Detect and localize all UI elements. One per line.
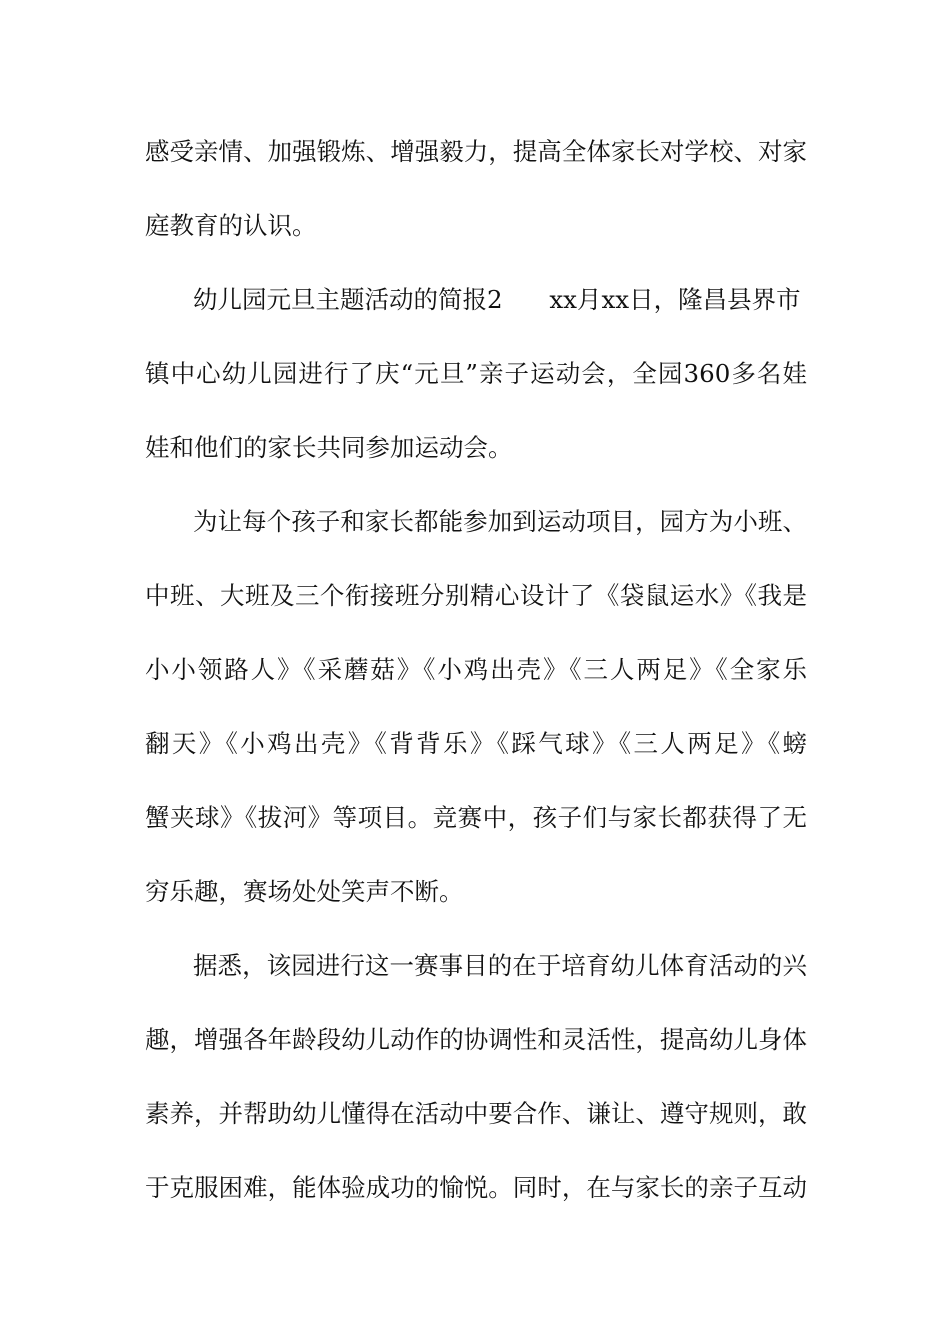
paragraph-start-line: 为让每个孩子和家长都能参加到运动项目，园方为小班、 — [193, 507, 807, 536]
text-line: 素养，并帮助幼儿懂得在活动中要合作、谦让、遵守规则，敢 — [145, 1099, 807, 1128]
text-line: 中班、大班及三个衔接班分别精心设计了《袋鼠运水》《我是 — [145, 581, 807, 610]
text-line: 娃和他们的家长共同参加运动会。 — [145, 433, 513, 462]
text-line: 穷乐趣，赛场处处笑声不断。 — [145, 877, 464, 906]
text-line: 于克服困难，能体验成功的愉悦。同时，在与家长的亲子互动 — [145, 1173, 807, 1202]
text-line: 翻天》《小鸡出壳》《背背乐》《踩气球》《三人两足》《螃 — [145, 729, 807, 758]
text-line: 庭教育的认识。 — [145, 211, 317, 240]
paragraph-start-line: 幼儿园元旦主题活动的简报2 xx月xx日，隆昌县界市 — [193, 285, 801, 314]
paragraph-start-line: 据悉，该园进行这一赛事目的在于培育幼儿体育活动的兴 — [193, 951, 807, 980]
text-line: 小小领路人》《采蘑菇》《小鸡出壳》《三人两足》《全家乐 — [145, 655, 807, 684]
text-line: 感受亲情、加强锻炼、增强毅力，提高全体家长对学校、对家 — [145, 137, 807, 166]
text-line: 蟹夹球》《拔河》等项目。竞赛中，孩子们与家长都获得了无 — [145, 803, 807, 832]
text-line: 镇中心幼儿园进行了庆“元旦”亲子运动会，全园360多名娃 — [145, 359, 807, 388]
text-line: 趣，增强各年龄段幼儿动作的协调性和灵活性，提高幼儿身体 — [145, 1025, 807, 1054]
